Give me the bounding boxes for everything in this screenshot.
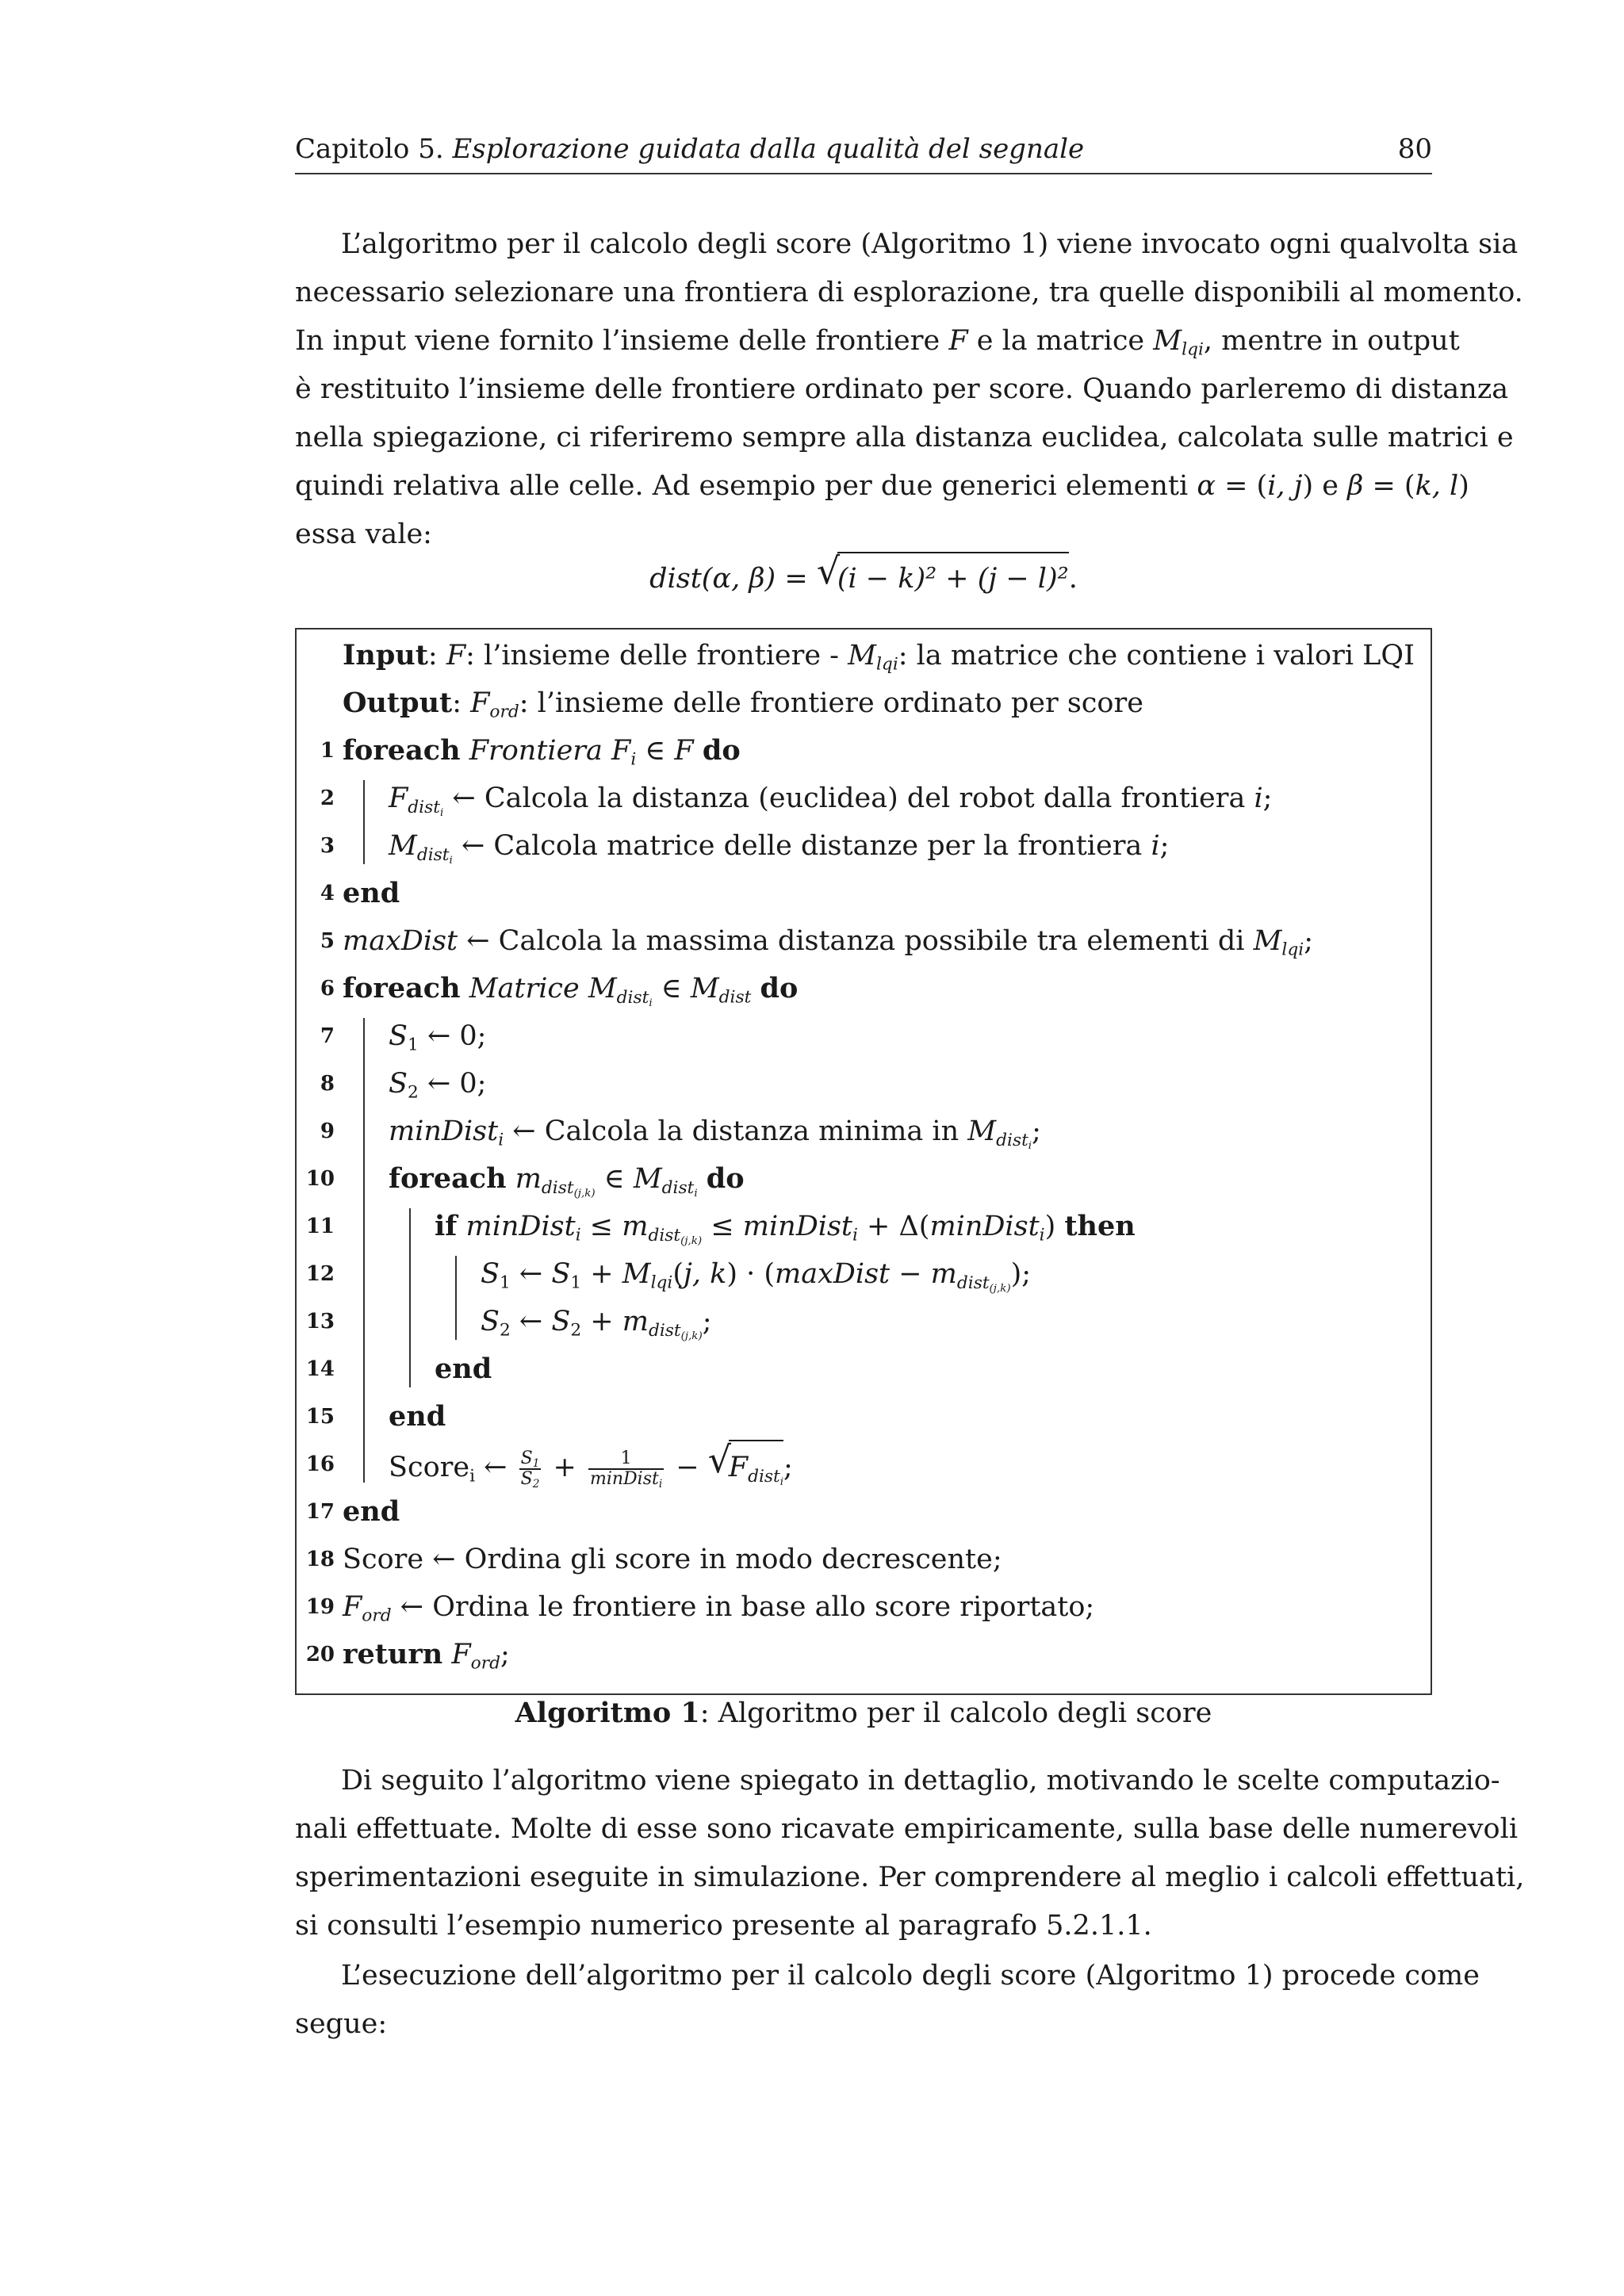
- sqrt-symbol: √ $F_{dist_i}$: [708, 1440, 783, 1492]
- algorithm-line: 1 foreach Frontiera $F_i$ ∈ F do: [320, 734, 741, 770]
- algorithm-box: [295, 628, 1432, 1695]
- algorithm-line: 17 end: [305, 1495, 400, 1528]
- block-rule: [363, 1018, 365, 1483]
- algorithm-line: 7 $S_1$ ← 0;: [320, 1020, 487, 1055]
- distance-formula: dist(α, β) = √ (i − k)² + (j − l)².: [295, 552, 1432, 603]
- block-rule: [455, 1256, 457, 1340]
- algorithm-input: Input: F: l’insieme delle frontiere - $M_{lqi}$: la matrice che contiene i valori LQI: [343, 639, 1415, 675]
- algorithm-output: Output: $F_{ord}$: l’insieme delle frontiere ordinato per score: [343, 687, 1143, 722]
- algorithm-line: 2 $F_{dist_i}$ ← Calcola la distanza (euclidea) del robot dalla frontiera i;: [320, 783, 1273, 819]
- block-rule: [363, 780, 365, 864]
- page-number: 80: [1397, 133, 1432, 165]
- algorithm-line: 5 maxDist ← Calcola la massima distanza possibile tra elementi di $M_{lqi}$;: [320, 925, 1313, 960]
- algorithm-line: 12 $S_1$ ← $S_1 + M_{lqi}(j$, k) · (maxDist − $m_{dist_{(j,k)}}$);: [305, 1258, 1032, 1295]
- algorithm-line: 11 if minDist$_i$ ≤ $m_{dist_{(j,k)}}$ ≤ minDist$_i$ + Δ(minDist$_i$) then: [305, 1210, 1136, 1247]
- chapter-heading: Capitolo 5. Esplorazione guidata dalla qualità del segnale: [295, 133, 1085, 165]
- execution-paragraph: L’esecuzione dell’algoritmo per il calcolo degli score (Algoritmo 1) procede come segue:: [295, 1960, 1480, 2040]
- algorithm-line: 13 $S_2$ ← $S_2 + m_{dist_{(j,k)}}$;: [305, 1306, 712, 1342]
- algorithm-line: 19 $F_{ord}$ ← Ordina le frontiere in base allo score riportato;: [305, 1591, 1095, 1626]
- algorithm-line: 14 end: [305, 1353, 492, 1385]
- algorithm-line: 4 end: [320, 877, 400, 909]
- algorithm-line: 10 foreach $m_{dist_{(j,k)}}$ ∈ $M_{dist_i}$ do: [305, 1162, 745, 1200]
- algorithm-line: 20 return $F_{ord}$;: [305, 1638, 510, 1674]
- algorithm-line: 6 foreach Matrice $M_{dist_i}$ ∈ $M_{dist}$ do: [320, 972, 799, 1009]
- chapter-title: Esplorazione guidata dalla qualità del segnale: [452, 133, 1085, 165]
- running-header: [295, 127, 1432, 174]
- intro-paragraph: L’algoritmo per il calcolo degli score (Algoritmo 1) viene invocato ogni qualvolta sia necessario selezionare una frontiera di esplorazione, tra quelle disponibili al momento. In input viene fornito l’insieme delle frontiere F e la matrice $M_{lqi}$, mentre in output è restituito l’insieme delle frontiere ordinato per score. Quando parleremo di distanza nella spiegazione, ci riferiremo sempre alla distanza euclidea, calcolata sulle matrici e quindi relativa alle celle. Ad esempio per due generici elementi α = (i, j) e β = (k, l) essa vale:: [295, 228, 1523, 550]
- algorithm-line: 15 end: [305, 1400, 446, 1433]
- sqrt-symbol: √ (i − k)² + (j − l)²: [817, 552, 1069, 603]
- algorithm-caption: Algoritmo 1: Algoritmo per il calcolo degli score: [515, 1697, 1212, 1729]
- algorithm-line: 8 $S_2$ ← 0;: [320, 1068, 487, 1103]
- algorithm-line: 18 Score ← Ordina gli score in modo decrescente;: [305, 1544, 1002, 1575]
- fraction: $\frac{S_1}{S_2}$: [520, 1448, 540, 1490]
- algorithm-line: 16 Score$_i$ ← $\frac{S_1}{S_2}$ + $\frac{1}{minDist_i}$ − √ $F_{dist_i}$;: [297, 1440, 1431, 1489]
- block-rule: [409, 1208, 411, 1387]
- explanation-paragraph: Di seguito l’algoritmo viene spiegato in dettaglio, motivando le scelte computazio- nali effettuate. Molte di esse sono ricavate empiricamente, sulla base delle numerevoli sperimentazioni eseguite in simulazione. Per comprendere al meglio i calcoli effettuati, si consulti l’esempio numerico presente al paragrafo 5.2.1.1.: [295, 1765, 1525, 1942]
- fraction: $\frac{1}{minDist_i}$: [589, 1448, 663, 1490]
- algorithm-line: 3 $M_{dist_i}$ ← Calcola matrice delle distanze per la frontiera i;: [320, 830, 1170, 867]
- algorithm-line: 9 minDist$_i$ ← Calcola la distanza minima in $M_{dist_i}$;: [320, 1115, 1041, 1152]
